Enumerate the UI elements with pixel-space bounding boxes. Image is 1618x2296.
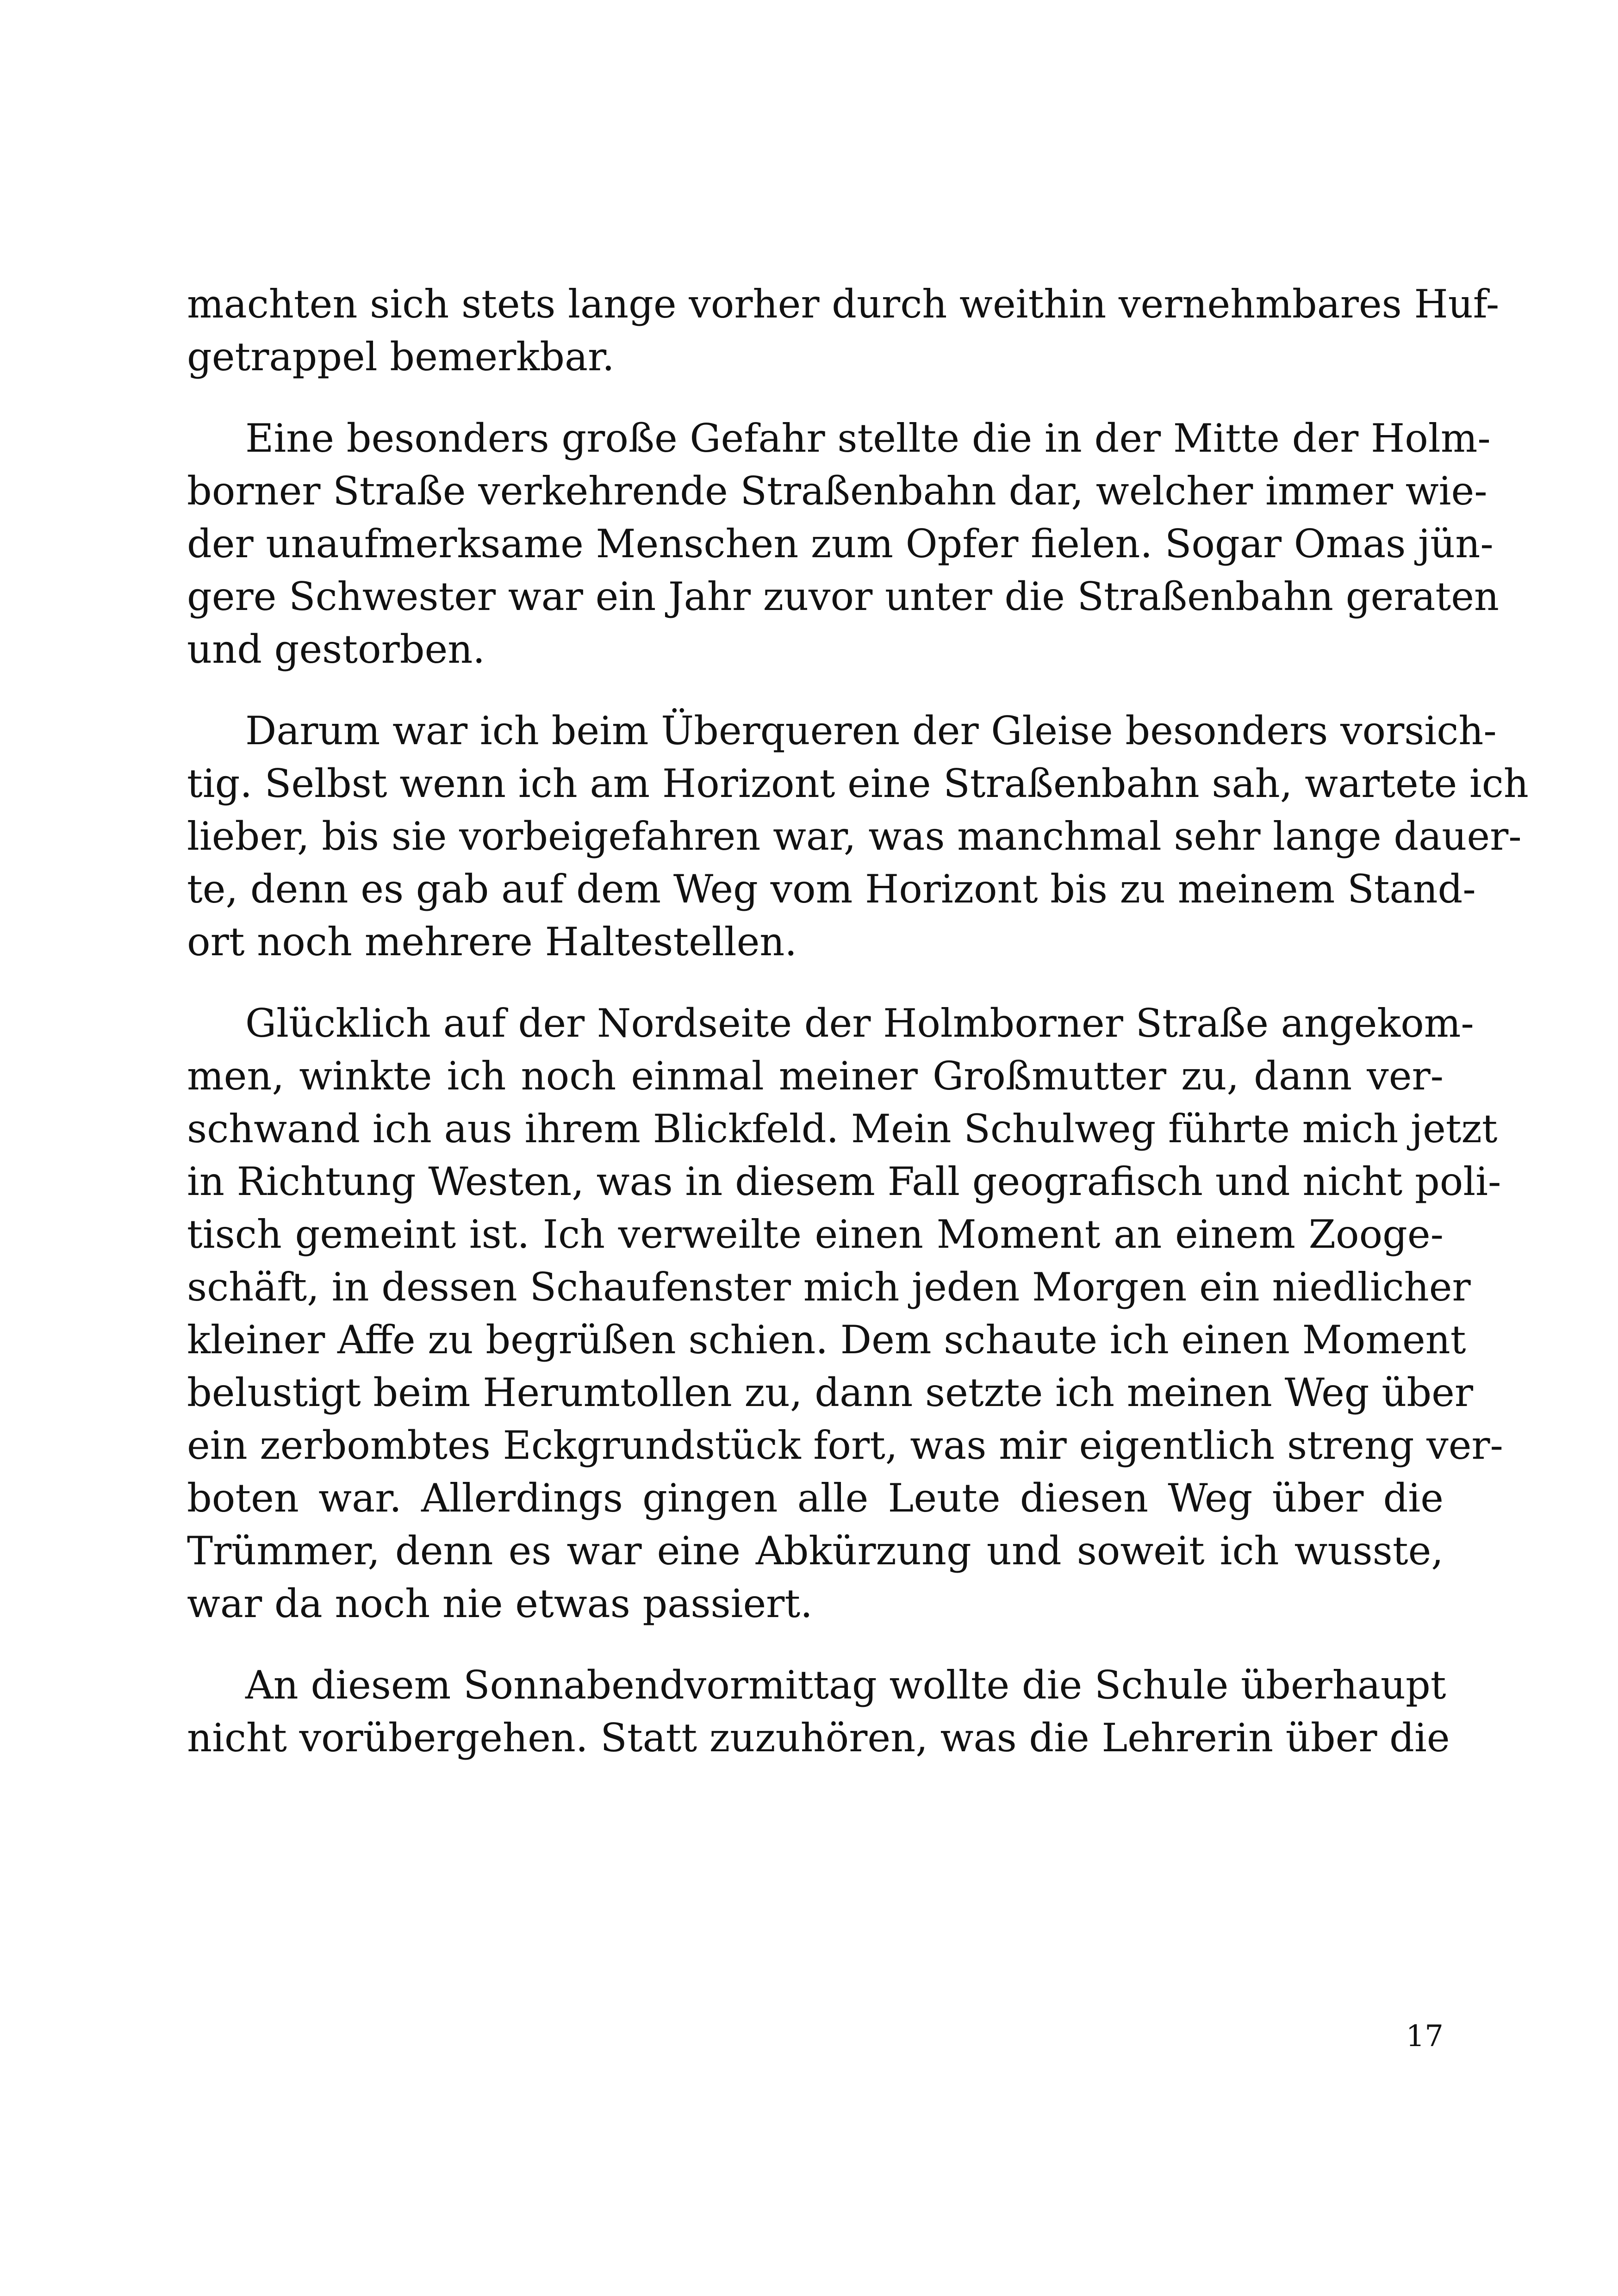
text-line: men, winkte ich noch einmal meiner Großmutter zu, dann ver- — [187, 1053, 1444, 1099]
text-line: kleiner Affe zu begrüßen schien. Dem schaute ich einen Moment — [187, 1317, 1466, 1363]
text-line: Eine besonders große Gefahr stellte die in der Mitte der Holm- — [245, 416, 1491, 461]
text-line: schwand ich aus ihrem Blickfeld. Mein Schulweg führte mich jetzt — [187, 1106, 1498, 1151]
text-line: gere Schwester war ein Jahr zuvor unter die Straßenbahn geraten — [187, 574, 1499, 619]
text-line: tig. Selbst wenn ich am Horizont eine Straßenbahn sah, wartete ich — [187, 761, 1529, 806]
text-line: belustigt beim Herumtollen zu, dann setzte ich meinen Weg über — [187, 1370, 1474, 1415]
text-line: tisch gemeint ist. Ich verweilte einen Moment an einem Zooge- — [187, 1212, 1444, 1257]
paragraph-2 — [187, 412, 1499, 676]
text-line: Trümmer, denn es war eine Abkürzung und soweit ich wusste, — [187, 1528, 1444, 1574]
text-line: An diesem Sonnabendvormittag wollte die Schule überhaupt — [245, 1662, 1446, 1708]
text-line: lieber, bis sie vorbeigefahren war, was manchmal sehr lange dauer- — [187, 814, 1522, 859]
text-line: ein zerbombtes Eckgrundstück fort, was mir eigentlich streng ver- — [187, 1423, 1503, 1468]
text-line: boten war. Allerdings gingen alle Leute diesen Weg über die — [187, 1475, 1444, 1521]
text-line: schäft, in dessen Schaufenster mich jeden Morgen ein niedlicher — [187, 1264, 1471, 1310]
text-line: der unaufmerksame Menschen zum Opfer fielen. Sogar Omas jün- — [187, 521, 1494, 566]
text-line: war da noch nie etwas passiert. — [187, 1581, 813, 1626]
text-line: nicht vorübergehen. Statt zuzuhören, was die Lehrerin über die — [187, 1715, 1450, 1761]
text-line: und gestorben. — [187, 627, 485, 672]
text-line: machten sich stets lange vorher durch weithin vernehmbares Huf- — [187, 281, 1500, 327]
body-text — [187, 278, 1529, 1793]
paragraph-5 — [187, 1659, 1450, 1764]
paragraph-4 — [187, 997, 1503, 1630]
paragraph-3 — [187, 704, 1529, 968]
page-number: 17 — [1406, 2019, 1444, 2053]
paragraph-1 — [187, 278, 1500, 383]
text-line: borner Straße verkehrende Straßenbahn dar, welcher immer wie- — [187, 468, 1487, 514]
text-line: in Richtung Westen, was in diesem Fall geografisch und nicht poli- — [187, 1159, 1501, 1204]
text-line: Glücklich auf der Nordseite der Holmborner Straße angekom- — [245, 1001, 1474, 1046]
text-line: Darum war ich beim Überqueren der Gleise besonders vorsich- — [245, 708, 1497, 753]
text-line: getrappel bemerkbar. — [187, 334, 615, 380]
text-line: te, denn es gab auf dem Weg vom Horizont bis zu meinem Stand- — [187, 866, 1476, 912]
text-line: ort noch mehrere Haltestellen. — [187, 919, 797, 964]
